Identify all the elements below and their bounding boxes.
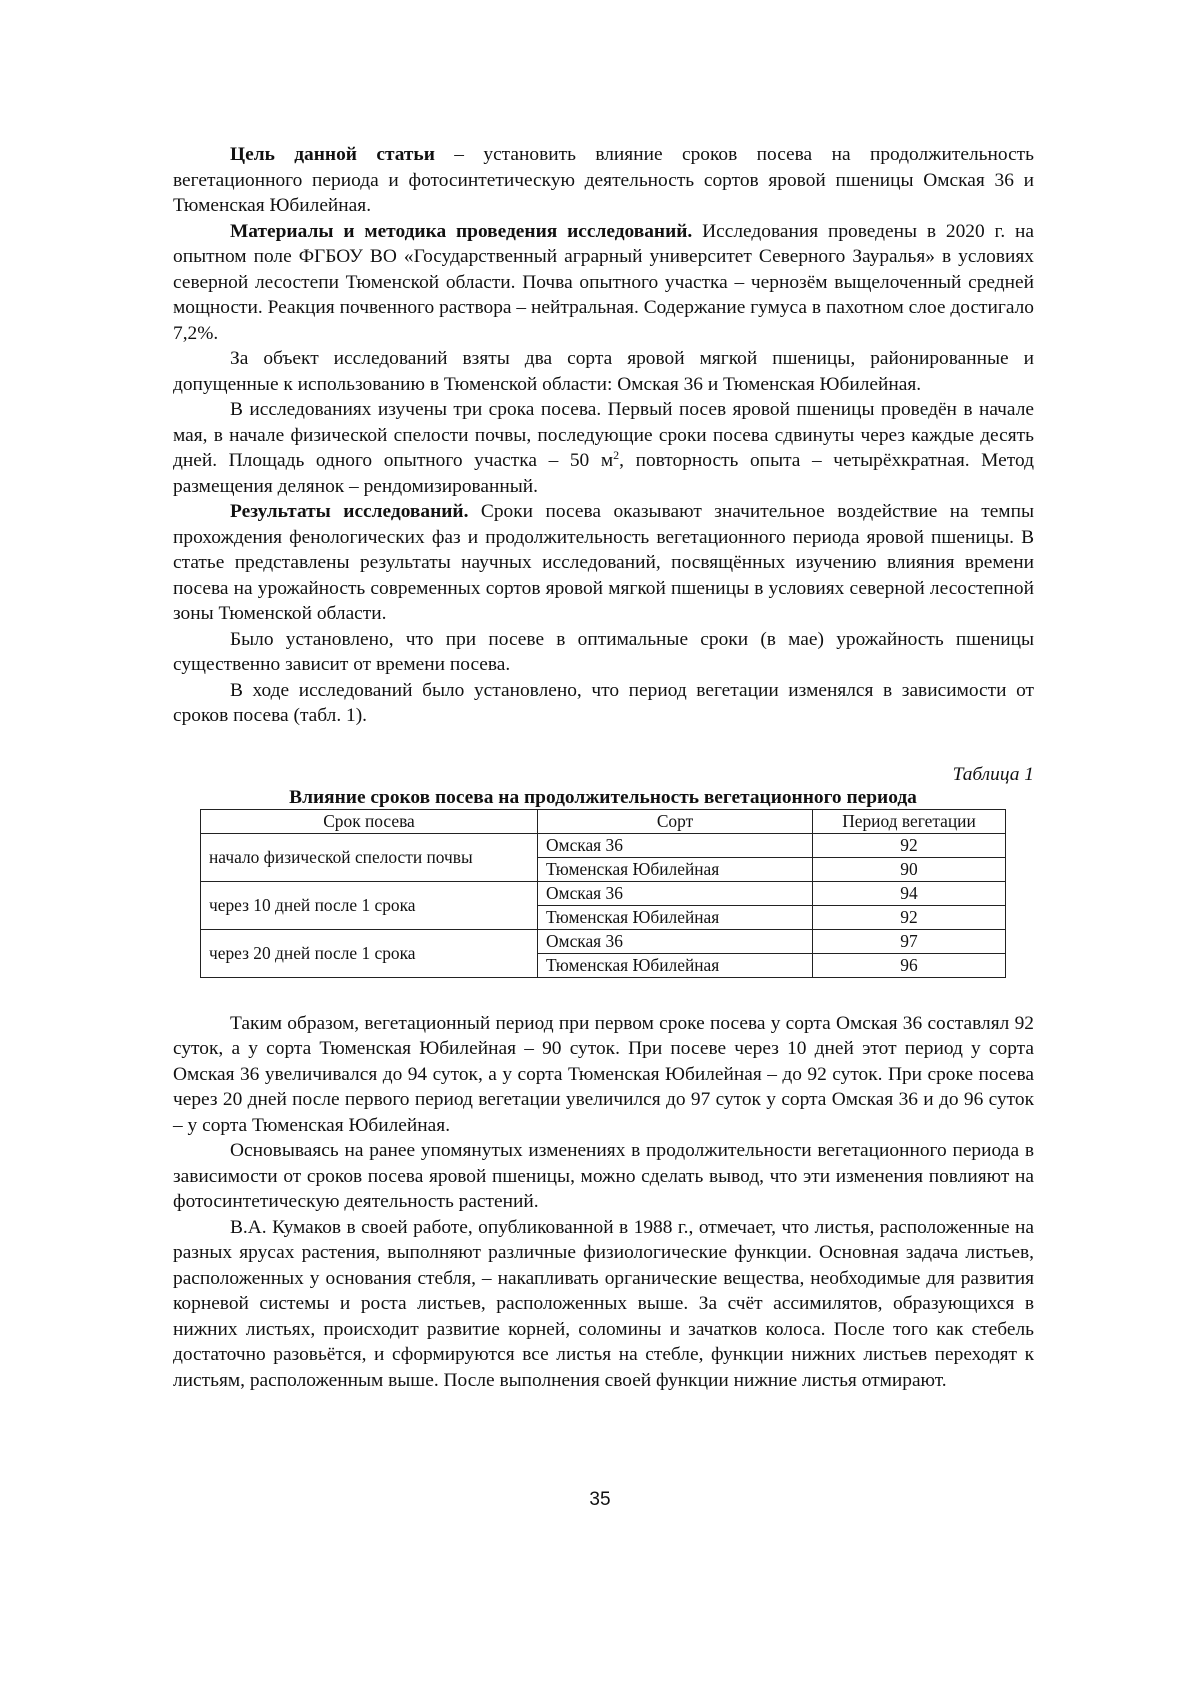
- paragraph-text: В.А. Кумаков в своей работе, опубликованной в 1988 г., отмечает, что листья, расположенные на разных ярусах растения, выполняют различные физиологические функции. Основная задача листьев, расположенных у основания стебля, – накапливать органические вещества, необходимые для развития корневой системы и роста листьев, расположенных выше. За счёт ассимилятов, образующихся в нижних листьях, происходит развитие корней, соломины и зачатков колоса. После того как стебель достаточно разовьётся, и сформируются все листья на стебле, функции нижних листьев переходят к листьям, расположенным выше. После выполнения своей функции нижние листья отмирают.: [173, 1216, 1034, 1391]
- period-cell: 97: [813, 929, 1006, 953]
- paragraph-optimal-terms: [173, 627, 1034, 678]
- paragraph-research-object: [173, 346, 1034, 397]
- paragraph-text: Сроки посева оказывают значительное воздействие на темпы прохождения фенологических фаз и продолжительность вегетационного периода яровой пшеницы. В статье представлены результаты научных исследований, посвящённых изучению влияния времени посева на урожайность современных сортов яровой мягкой пшеницы в условиях северной лесостепной зоны Тюменской области.: [173, 501, 1034, 624]
- paragraph-photosynthesis: [173, 1138, 1034, 1215]
- variety-cell: Тюменская Юбилейная: [538, 905, 813, 929]
- paragraph-table-intro: [173, 678, 1034, 729]
- paragraph-methods: [173, 219, 1034, 347]
- paragraph-text: – установить влияние сроков посева на продолжительность вегетационного периода и фотосинтетическую деятельность сортов яровой пшеницы Омская 36 и Тюменская Юбилейная.: [173, 144, 1035, 216]
- paragraph-heading: Результаты исследований.: [230, 501, 469, 522]
- text-section-after-table: [173, 1011, 1034, 1394]
- table-label: Таблица 1: [952, 763, 1034, 785]
- sowing-term-cell: начало физической спелости почвы: [201, 833, 538, 881]
- variety-cell: Омская 36: [538, 881, 813, 905]
- variety-cell: Омская 36: [538, 929, 813, 953]
- table-row: [201, 881, 1006, 905]
- paragraph-sowing-terms: [173, 397, 1034, 499]
- paragraph-text: Таким образом, вегетационный период при первом сроке посева у сорта Омская 36 составлял 92 суток, а у сорта Тюменская Юбилейная – 90 суток. При посеве через 10 дней этот период у сорта Омская 36 увеличивался до 94 суток, а у сорта Тюменская Юбилейная – до 92 суток. При сроке посева через 20 дней после первого период вегетации увеличился до 97 суток у сорта Омская 36 и до 96 суток – у сорта Тюменская Юбилейная.: [173, 1012, 1034, 1136]
- table-header-row: [201, 809, 1006, 833]
- paragraph-heading: Цель данной статьи: [230, 144, 435, 165]
- paragraph-text: Исследования проведены в 2020 г. на опытном поле ФГБОУ ВО «Государственный аграрный университет Северного Зауралья» в условиях северной лесостепи Тюменской области. Почва опытного участка – чернозём выщелоченный средней мощности. Реакция почвенного раствора – нейтральная. Содержание гумуса в пахотном слое достигало 7,2%.: [173, 220, 1035, 344]
- header-variety: Сорт: [538, 809, 813, 833]
- paragraph-text: Основываясь на ранее упомянутых изменениях в продолжительности вегетационного периода в зависимости от сроков посева яровой пшеницы, можно сделать вывод, что эти изменения повлияют на фотосинтетическую деятельность растений.: [173, 1140, 1034, 1212]
- paragraph-text-continued: , повторность опыта – четырёхкратная. Метод размещения делянок – рендомизированный.: [173, 450, 1034, 497]
- table-row: [201, 929, 1006, 953]
- variety-cell: Омская 36: [538, 833, 813, 857]
- paragraph-text: В ходе исследований было установлено, что период вегетации изменялся в зависимости от сроков посева (табл. 1).: [173, 679, 1034, 726]
- period-cell: 90: [813, 857, 1006, 881]
- page-body: [173, 142, 1034, 1393]
- superscript: 2: [613, 448, 620, 462]
- paragraph-text: В исследованиях изучены три срока посева. Первый посев яровой пшеницы проведён в начале мая, в начале физической спелости почвы, последующие сроки посева сдвинуты через каждые десять дней. Площадь одного опытного участка – 50 м: [173, 399, 1034, 471]
- period-cell: 94: [813, 881, 1006, 905]
- paragraph-heading: Материалы и методика проведения исследований.: [230, 220, 693, 242]
- sowing-term-cell: через 10 дней после 1 срока: [201, 881, 538, 929]
- variety-cell: Тюменская Юбилейная: [538, 857, 813, 881]
- sowing-term-cell: через 20 дней после 1 срока: [201, 929, 538, 977]
- variety-cell: Тюменская Юбилейная: [538, 953, 813, 977]
- header-vegetation-period: Период вегетации: [813, 809, 1006, 833]
- paragraph-kumakov: [173, 1215, 1034, 1394]
- paragraph-goal: [173, 142, 1034, 219]
- period-cell: 92: [813, 833, 1006, 857]
- paragraph-results: [173, 499, 1034, 627]
- page-number: 35: [589, 1489, 611, 1510]
- paragraph-text: Было установлено, что при посеве в оптимальные сроки (в мае) урожайность пшеницы существенно зависит от времени посева.: [173, 628, 1034, 675]
- period-cell: 92: [813, 905, 1006, 929]
- table-block: [173, 762, 1034, 978]
- vegetation-period-table: [200, 809, 1006, 978]
- paragraph-text: За объект исследований взяты два сорта яровой мягкой пшеницы, районированные и допущенные к использованию в Тюменской области: Омская 36 и Тюменская Юбилейная.: [173, 348, 1034, 395]
- period-cell: 96: [813, 953, 1006, 977]
- table-title: Влияние сроков посева на продолжительность вегетационного периода: [289, 786, 917, 808]
- header-sowing-term: Срок посева: [201, 809, 538, 833]
- paragraph-conclusion: [173, 1011, 1034, 1139]
- table-row: [201, 833, 1006, 857]
- text-section-before-table: [173, 142, 1034, 729]
